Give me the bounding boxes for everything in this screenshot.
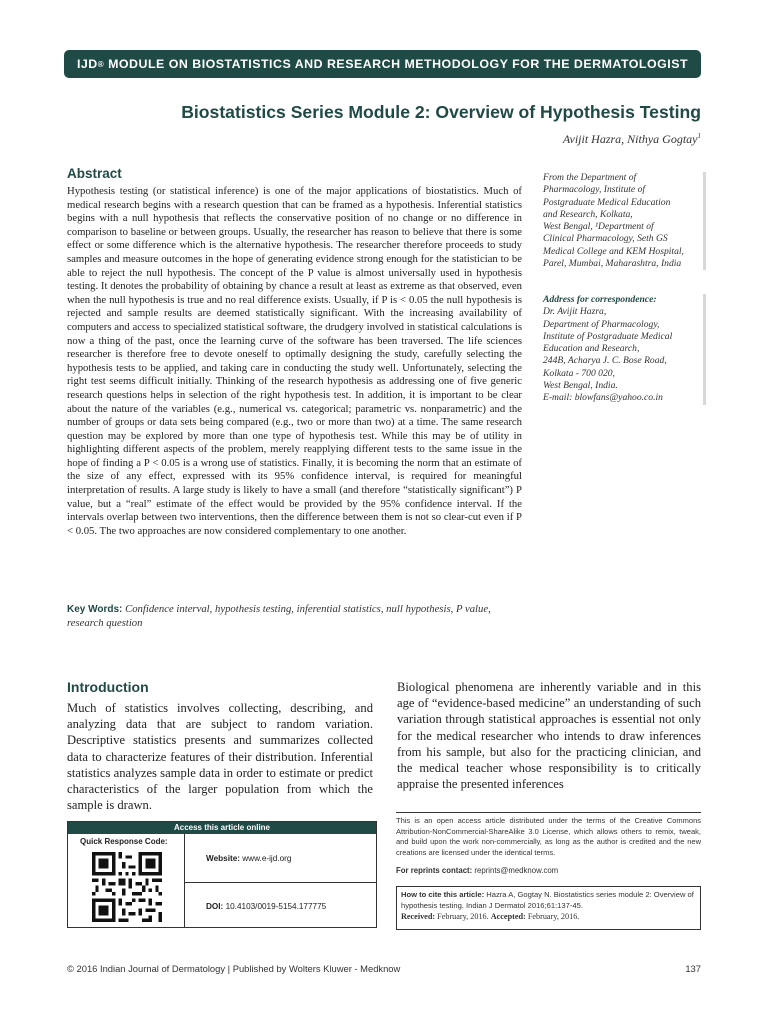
citation-box	[396, 886, 701, 930]
keywords	[67, 603, 522, 630]
doi-label: DOI:	[206, 902, 224, 911]
affiliation-box	[543, 172, 706, 270]
received-date: February, 2016.	[437, 912, 489, 921]
correspondence-line: Education and Research,	[543, 343, 640, 355]
correspondence-line: Institute of Postgraduate Medical	[543, 330, 673, 342]
correspondence-line: Kolkata - 700 020,	[543, 367, 615, 379]
keywords-label: Key Words:	[67, 604, 123, 615]
journal-banner	[64, 50, 701, 78]
banner-prefix: IJD	[76, 57, 98, 71]
correspondence-line: 244B, Acharya J. C. Bose Road,	[543, 355, 667, 367]
affiliation-line: West Bengal, ¹Department of	[543, 221, 654, 233]
correspondence-box	[543, 294, 706, 405]
correspondence-line: Dr. Avijit Hazra,	[543, 306, 607, 318]
article-title: Biostatistics Series Module 2: Overview of Hypothesis Testing	[181, 102, 701, 122]
author-affiliation-mark: 1	[697, 132, 701, 140]
introduction-heading: Introduction	[67, 679, 149, 695]
affiliation-line: Postgraduate Medical Education	[543, 196, 671, 208]
affiliation-line: Pharmacology, Institute of	[543, 184, 646, 196]
access-divider	[185, 882, 376, 883]
license-text: This is an open access article distributed under the terms of the Creative Commons Attribution-NonCommercial-ShareAlike 3.0 License, which allows others to remix, tweak, and build upon the work non-commercially, as long as the author is credited and the new creations are licensed under the identical terms.	[396, 812, 701, 858]
citation-text: Hazra A, Gogtay N. Biostatistics series module 2: Overview of hypothesis testing. Indian J Dermatol 2016;61:137-45.	[401, 890, 694, 910]
keywords-text: Confidence interval, hypothesis testing, inferential statistics, null hypothesis, P value, research question	[67, 603, 491, 629]
registered-mark: ®	[97, 59, 105, 69]
accepted-label: Accepted:	[490, 912, 526, 921]
doi-row	[185, 902, 376, 911]
website-row	[185, 854, 376, 863]
website-link[interactable]: www.e-ijd.org	[242, 854, 292, 863]
affiliation-line: and Research, Kolkata,	[543, 208, 633, 220]
received-label: Received:	[401, 912, 436, 921]
affiliation-line: Medical College and KEM Hospital,	[543, 245, 684, 257]
reprints-contact	[396, 866, 558, 875]
abstract-heading: Abstract	[67, 166, 122, 181]
doi-link[interactable]: 10.4103/0019-5154.177775	[225, 902, 327, 911]
affiliation-line: Clinical Pharmacology, Seth GS	[543, 233, 668, 245]
affiliation-line: Parel, Mumbai, Maharashtra, India	[543, 258, 682, 270]
correspondence-email[interactable]: E-mail: blowfans@yahoo.co.in	[543, 392, 663, 404]
citation-label: How to cite this article:	[401, 890, 485, 899]
page-number: 137	[685, 963, 701, 974]
affiliation-line: From the Department of	[543, 172, 637, 183]
reprints-label: For reprints contact:	[396, 866, 473, 875]
website-label: Website:	[206, 854, 240, 863]
access-article-box	[67, 821, 377, 928]
reprints-email[interactable]: reprints@medknow.com	[474, 866, 559, 875]
qr-cell	[68, 834, 185, 927]
qr-label: Quick Response Code:	[80, 837, 168, 846]
introduction-right-text: Biological phenomena are inherently variable and in this age of “evidence-based medicine” an understanding of such variation through statistical approaches is essential not only for the medical researcher who intends to draw inferences from his sample, but also for the practicing clinician, and the medical teacher whose responsibility is to critically appraise the presented inferences	[397, 680, 701, 792]
correspondence-label: Address for correspondence:	[543, 294, 657, 305]
banner-text: MODULE ON BIOSTATISTICS AND RESEARCH METHODOLOGY FOR THE DERMATOLOGIST	[104, 57, 689, 71]
introduction-text: Much of statistics involves collecting, describing, and analyzing data that are subject to random variation. Descriptive statistics presents and summarizes collected data to characterize features of their distribution. Inferential statistics analyzes sample data in order to estimate or predict characteristics of the larger population from which the sample is drawn.	[67, 701, 373, 813]
authors	[563, 132, 701, 147]
accepted-date: February, 2016.	[527, 912, 580, 921]
author-names: Avijit Hazra, Nithya Gogtay	[562, 132, 698, 146]
correspondence-line: Department of Pharmacology,	[543, 318, 660, 330]
correspondence-line: West Bengal, India.	[543, 380, 618, 392]
qr-code-icon[interactable]	[92, 852, 162, 922]
footer-copyright: © 2016 Indian Journal of Dermatology | Published by Wolters Kluwer - Medknow	[67, 963, 401, 974]
abstract-text: Hypothesis testing (or statistical inference) is one of the major applications of biostatistics. Much of medical research begins with a research question that can be framed as a hypothesis. Inferential statistics begins with a null hypothesis that reflects the conservative position of no change or no difference in comparison to baseline or between groups. Usually, the researcher has reason to believe that there is some effect or some difference which is the alternative hypothesis. The researcher therefore proceeds to study samples and measure outcomes in the hope of generating evidence strong enough for the statistician to be able to reject the null hypothesis. The concept of the P value is almost universally used in hypothesis testing. It denotes the probability of obtaining by chance a result at least as extreme as that observed, even when the null hypothesis is true and no real difference exists. Usually, if P is < 0.05 the null hypothesis is rejected and sample results are deemed statistically significant. With the increasing availability of computers and access to specialized statistical software, the drudgery involved in statistical calculations is now a thing of the past, once the learning curve of the software has been traversed. The life sciences researcher is therefore free to devote oneself to optimally designing the study, carefully selecting the hypothesis tests to be applied, and taking care in conducting the study well. Unfortunately, selecting the right test seems difficult initially. Thinking of the research hypothesis as addressing one of five generic research questions helps in selection of the right hypothesis test. In addition, it is important to be clear about the nature of the variables (e.g., numerical vs. categorical; parametric vs. nonparametric) and the number of groups or data sets being compared (e.g., two or more than two) at a time. The same research question may be explored by more than one type of hypothesis test. While this may be of utility in highlighting different aspects of the problem, merely reapplying different tests to the same issue in the hope of finding a P < 0.05 is a wrong use of statistics. Finally, it is becoming the norm that an estimate of the size of any effect, expressed with its 95% confidence interval, is required for meaningful interpretation of results. A large study is likely to have a small (and therefore “statistically significant”) P value, but a “real” estimate of the effect would be provided by the 95% confidence interval. If the intervals overlap between two interventions, then the difference between them is not so clear-cut even if P < 0.05. The two approaches are now considered complementary to one another.	[67, 185, 522, 537]
dates-line	[401, 911, 696, 922]
access-box-header: Access this article online	[68, 822, 376, 834]
